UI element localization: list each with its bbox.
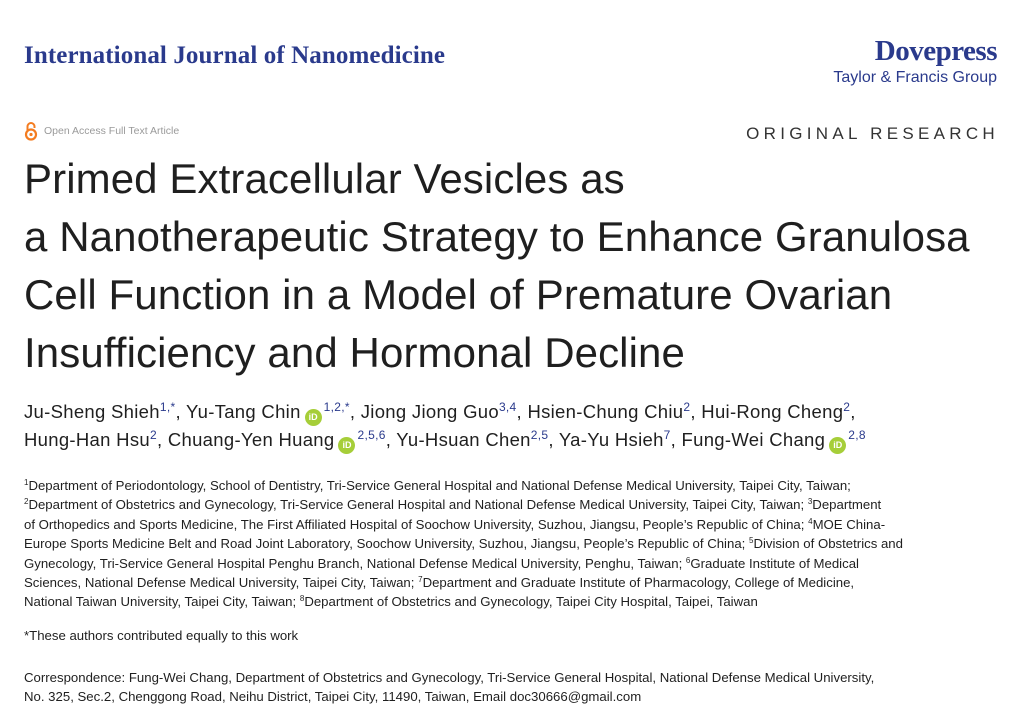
affiliation-part: Graduate Institute of Medical	[690, 555, 859, 571]
affiliation-line	[24, 476, 1004, 495]
author-name: Hung-Han Hsu	[24, 429, 150, 450]
correspondence-part: Fung-Wei Chang, Department of Obstetrics and Gynecology, Tri-Service General Hospital, National Defense Medical University,	[128, 670, 875, 685]
affil-num: 8	[299, 594, 305, 604]
author-name: Yu-Hsuan Chen	[396, 429, 531, 450]
correspondence-label: Correspondence:	[24, 670, 126, 685]
orcid-icon[interactable]: iD	[305, 409, 322, 426]
author-line: Ju-Sheng Shieh$^{1,*}$, Yu-Tang Chin $iD^{1,2,*}$, Jiong Jiong Guo$^{3,4}$, Hsien-Chung Chiu$^2$, Hui-Rong Cheng$^2$,	[24, 398, 1014, 426]
affiliation-part: Department and Graduate Institute of Pharmacology, College of Medicine,	[422, 575, 855, 591]
author-name: Jiong Jiong Guo	[360, 401, 499, 422]
author-line: Hung-Han Hsu$^2$, Chuang-Yen Huang iD$^{2,5,6}$, Yu-Hsuan Chen$^{2,5}$, Ya-Yu Hsieh$^7$, Fung-Wei Chang iD$^{2,8}$	[24, 426, 1014, 454]
affil-num: 6	[685, 555, 691, 565]
affiliation-part: Department	[812, 497, 882, 513]
author-name: Ya-Yu Hsieh	[558, 429, 664, 450]
publisher-group: Taylor & Francis Group	[833, 69, 997, 86]
author-list	[24, 398, 1014, 454]
publisher-logo	[833, 36, 997, 88]
article-title	[24, 150, 1024, 382]
author-sup: 2	[149, 428, 157, 442]
author-sup: 2	[843, 400, 851, 414]
author-name: Fung-Wei Chang	[681, 429, 826, 450]
affiliation: Department of Obstetrics and Gynecology, Tri-Service General Hospital and National Defense Medical University, Taipei City, Taiwan;	[28, 497, 805, 513]
title-line: Insufficiency and Hormonal Decline	[24, 329, 685, 376]
author-name: Hui-Rong Cheng	[701, 401, 844, 422]
affil-num: 2	[24, 497, 29, 507]
author-sup: 1,2,*	[323, 400, 350, 414]
affil-num: 1	[24, 478, 29, 487]
open-access-icon	[24, 121, 38, 141]
equal-contribution-note: *These authors contributed equally to this work	[24, 628, 299, 643]
affiliation-part: of Orthopedics and Sports Medicine, The First Affiliated Hospital of Soochow University, Suzhou, Jiangsu, People’s Republic of China;	[24, 516, 805, 532]
affiliation-part: Sciences, National Defense Medical University, Taipei City, Taiwan;	[24, 575, 415, 591]
correspondence-line	[24, 668, 1014, 687]
author-sup: 2,5	[530, 428, 549, 442]
author-sup: 2,5,6	[357, 428, 386, 442]
affiliation-line	[24, 515, 1004, 534]
open-access-badge	[24, 121, 179, 141]
publisher-name: Dovepress	[874, 35, 997, 67]
title-line: Primed Extracellular Vesicles as	[24, 155, 625, 202]
open-access-label: Open Access Full Text Article	[44, 125, 180, 137]
affiliation-line	[24, 554, 1004, 573]
affiliation: Department of Obstetrics and Gynecology, Taipei City Hospital, Taipei, Taiwan	[304, 594, 758, 610]
affiliation-part: Division of Obstetrics and	[753, 536, 903, 552]
correspondence-part: No. 325, Sec.2, Chenggong Road, Neihu District, Taipei City, 11490, Taiwan, Email	[24, 689, 507, 705]
author-name: Ju-Sheng Shieh	[24, 401, 160, 422]
author-sup: 2	[683, 400, 691, 414]
journal-title: International Journal of Nanomedicine	[24, 42, 446, 69]
title-line: Cell Function in a Model of Premature Ovarian	[24, 271, 893, 318]
correspondence	[24, 668, 1014, 707]
orcid-icon[interactable]: iD	[338, 437, 355, 454]
affiliations	[24, 476, 1004, 612]
affil-num: 7	[418, 575, 423, 585]
title-line: a Nanotherapeutic Strategy to Enhance Granulosa	[24, 213, 970, 260]
author-sup: 7	[663, 428, 671, 442]
affiliation: Department of Periodontology, School of Dentistry, Tri-Service General Hospital and National Defense Medical University, Taipei City, Taiwan;	[28, 478, 851, 493]
author-sup: 2,8	[848, 428, 866, 442]
orcid-icon[interactable]: iD	[829, 437, 846, 454]
author-name: Yu-Tang Chin	[185, 401, 301, 422]
affil-num: 5	[749, 536, 754, 546]
affil-num: 3	[807, 497, 813, 507]
affiliation-line	[24, 592, 1004, 611]
affiliation-line	[24, 495, 1004, 514]
author-name: Chuang-Yen Huang	[167, 429, 335, 450]
article-type: ORIGINAL RESEARCH	[746, 124, 999, 143]
affiliation-line	[24, 534, 1004, 553]
affiliation-line	[24, 573, 1004, 592]
affiliation-part: MOE China-	[812, 516, 886, 532]
author-sup: 3,4	[498, 400, 517, 414]
affiliation-part: National Taiwan University, Taipei City, Taiwan;	[24, 594, 297, 610]
email-link[interactable]: doc30666@gmail.com	[509, 689, 642, 705]
affiliation-part: Gynecology, Tri-Service General Hospital Penghu Branch, National Defense Medical University, Penghu, Taiwan;	[24, 555, 683, 571]
correspondence-line	[24, 687, 1014, 706]
affil-num: 4	[808, 516, 813, 526]
author-name: Hsien-Chung Chiu	[527, 401, 684, 422]
affiliation-part: Europe Sports Medicine Belt and Road Joint Laboratory, Soochow University, Suzhou, Jiangsu, People’s Republic of China;	[24, 536, 746, 552]
author-sup: 1,*	[159, 400, 176, 414]
